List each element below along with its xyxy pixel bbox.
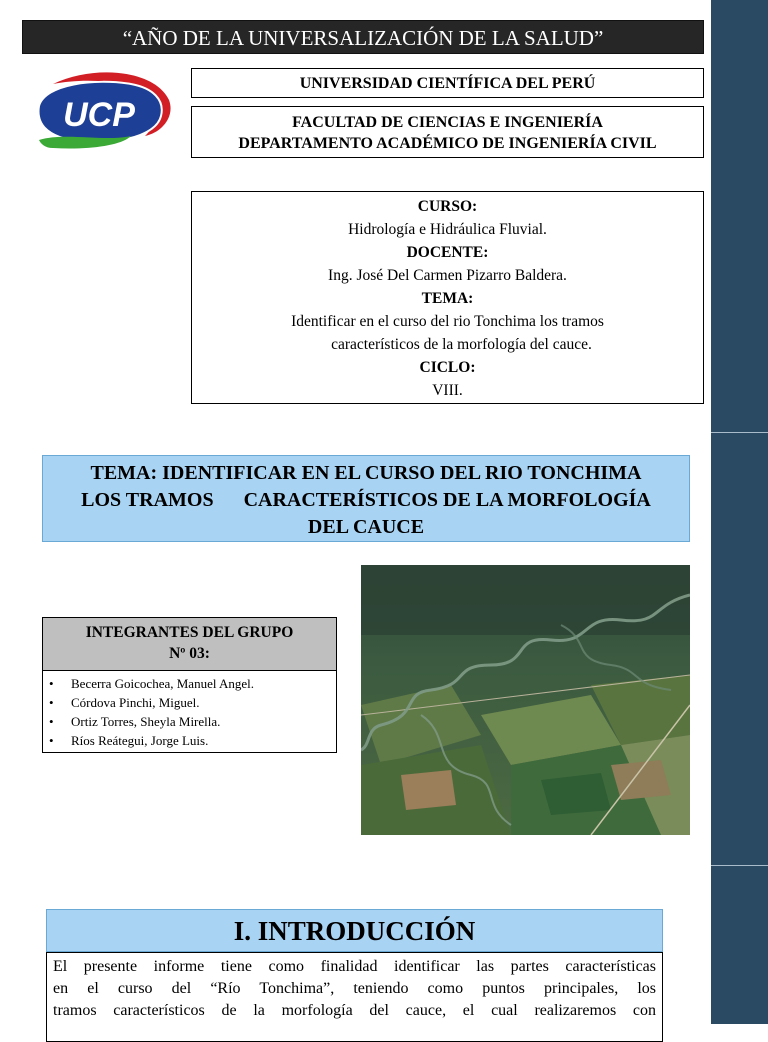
faculty-name: FACULTAD DE CIENCIAS E INGENIERÍA (292, 114, 603, 131)
ucp-logo (35, 70, 175, 162)
group-members-list (49, 674, 336, 750)
bar-divider (711, 432, 768, 433)
curso-label: CURSO: (417, 198, 478, 215)
course-info-box (191, 191, 704, 404)
side-decor-bar (711, 0, 768, 1024)
tema-banner (42, 455, 690, 542)
curso-value: Hidrología e Hidráulica Fluvial. (348, 221, 547, 238)
group-header (42, 617, 337, 670)
list-item: • Córdova Pinchi, Miguel. (49, 693, 336, 712)
river-aerial-image (361, 565, 690, 835)
tema-value-line2: característicos de la morfología del cauce. (331, 336, 592, 353)
intro-line3: tramos característicos de la morfología del cauce, el cual realizaremos con (53, 1002, 656, 1019)
intro-heading: I. INTRODUCCIÓN (46, 909, 663, 952)
intro-paragraph (46, 952, 663, 1042)
ciclo-label: CICLO: (419, 359, 476, 376)
tema-banner-line1: TEMA: IDENTIFICAR EN EL CURSO DEL RIO TONCHIMA (90, 462, 642, 484)
group-members-box (42, 670, 337, 753)
logo-text: UCP (63, 96, 135, 134)
tema-banner-line3: DEL CAUCE (307, 516, 425, 538)
group-header-line1: INTEGRANTES DEL GRUPO (85, 624, 294, 641)
list-item: • Ortiz Torres, Sheyla Mirella. (49, 712, 336, 731)
bar-divider (711, 865, 768, 866)
docente-label: DOCENTE: (406, 244, 489, 261)
university-name: UNIVERSIDAD CIENTÍFICA DEL PERÚ (191, 68, 704, 98)
tema-label: TEMA: (421, 290, 474, 307)
ciclo-value: VIII. (432, 382, 463, 399)
docente-value: Ing. José Del Carmen Pizarro Baldera. (328, 267, 567, 284)
list-item: • Becerra Goicochea, Manuel Angel. (49, 674, 336, 693)
department-name: DEPARTAMENTO ACADÉMICO DE INGENIERÍA CIVIL (238, 135, 657, 152)
intro-line2: en el curso del “Río Tonchima”, teniendo como puntos principales, los (53, 980, 656, 997)
river-aerial-photo (361, 565, 690, 835)
list-item: • Ríos Reátegui, Jorge Luis. (49, 731, 336, 750)
faculty-box (191, 106, 704, 158)
tema-banner-line2: LOS TRAMOS CARACTERÍSTICOS DE LA MORFOLOGÍA (81, 489, 651, 511)
year-banner: “AÑO DE LA UNIVERSALIZACIÓN DE LA SALUD” (22, 20, 704, 54)
group-header-line2: Nº 03: (169, 645, 210, 662)
intro-line1: El presente informe tiene como finalidad identificar las partes características (53, 958, 656, 975)
tema-value-line1: Identificar en el curso del rio Tonchima los tramos (291, 313, 604, 330)
ucp-logo-icon (35, 70, 175, 162)
